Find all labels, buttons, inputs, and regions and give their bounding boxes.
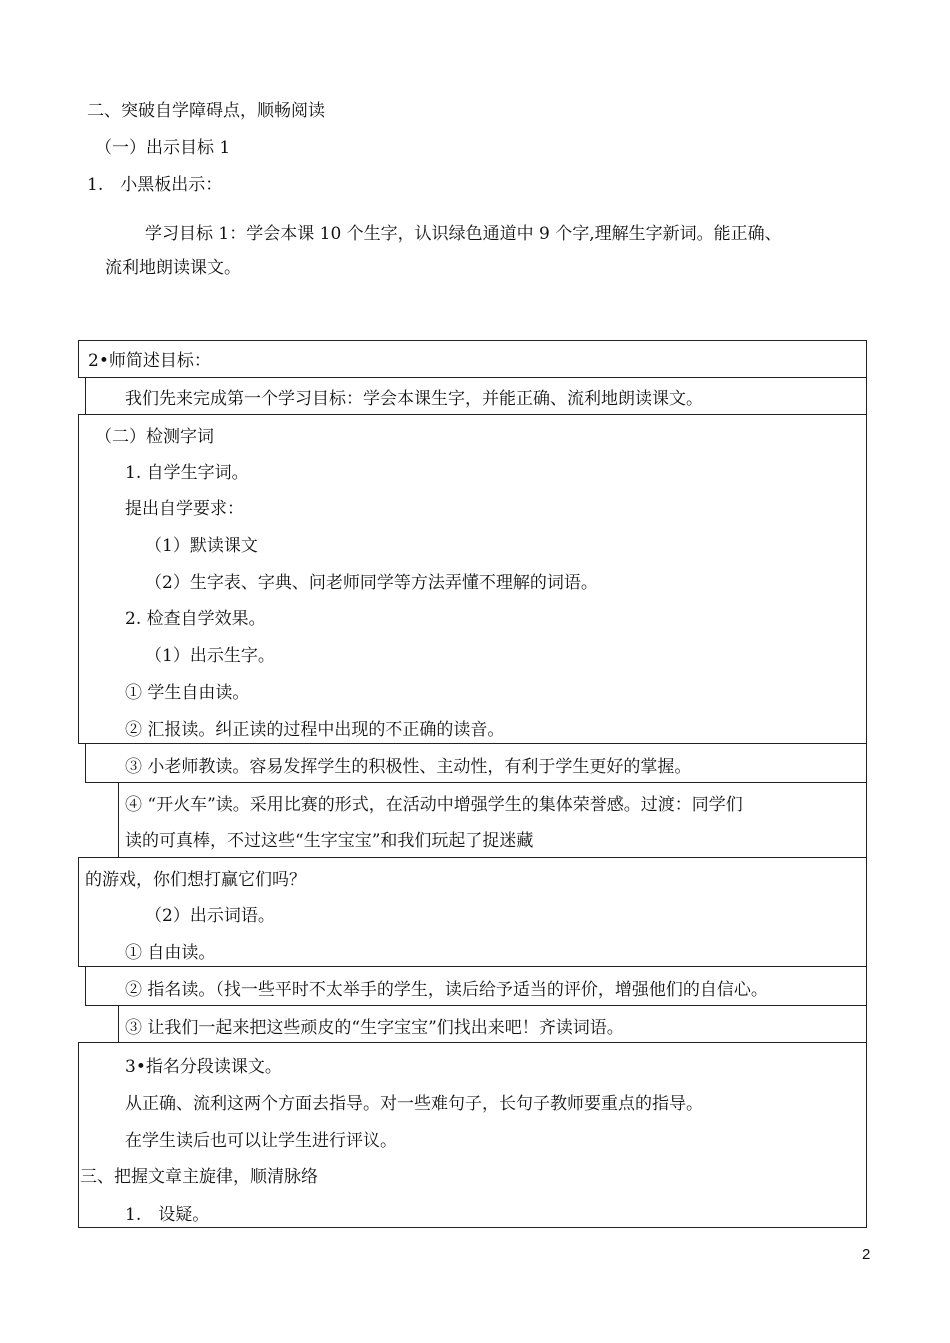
char-step-4-line-1: ④ “开火车”读。采用比赛的形式，在活动中增强学生的集体荣誉感。过渡：同学们: [125, 795, 743, 815]
requirement-1: （1）默读课文: [145, 536, 258, 556]
teacher-goal-text: 我们先来完成第一个学习目标：学会本课生字，并能正确、流利地朗读课文。: [125, 389, 703, 409]
goal-line-1: 学习目标 1：学会本课 10 个生字，认识绿色通道中 9 个字,理解生字新词。能正确、: [145, 224, 782, 244]
section-heading-3: 三、把握文章主旋律，顺清脉络: [80, 1167, 318, 1187]
show-characters: （1）出示生字。: [145, 646, 275, 666]
step-1: 1. 自学生字词。: [125, 463, 249, 483]
requirement-title: 提出自学要求：: [125, 499, 244, 519]
char-step-4-line-2: 读的可真棒，不过这些“生字宝宝”和我们玩起了捉迷藏: [125, 831, 534, 851]
section-heading-2: 二、突破自学障碍点，顺畅阅读: [87, 101, 325, 121]
step-3: 3•指名分段读课文。: [125, 1057, 282, 1077]
subsection-1: （一）出示目标 1: [95, 138, 231, 158]
subsection-2: （二）检测字词: [95, 427, 214, 447]
goal-line-2: 流利地朗读课文。: [105, 258, 241, 278]
step-3-guidance: 从正确、流利这两个方面去指导。对一些难句子，长句子教师要重点的指导。: [125, 1094, 703, 1114]
char-step-2: ② 汇报读。纠正读的过程中出现的不正确的读音。: [125, 720, 505, 740]
page-number: 2: [862, 1246, 871, 1263]
char-step-3: ③ 小老师教读。容易发挥学生的积极性、主动性，有利于学生更好的掌握。: [125, 757, 692, 777]
word-step-3: ③ 让我们一起来把这些顽皮的“生字宝宝”们找出来吧！齐读词语。: [125, 1018, 624, 1038]
show-words: （2）出示词语。: [145, 906, 275, 926]
char-step-1: ① 学生自由读。: [125, 683, 250, 703]
question-1: 1. 设疑。: [125, 1205, 210, 1225]
word-step-2: ② 指名读。（找一些平时不太举手的学生，读后给予适当的评价，增强他们的自信心。: [125, 980, 768, 1000]
requirement-2: （2）生字表、字典、问老师同学等方法弄懂不理解的词语。: [145, 573, 598, 593]
teacher-goal-label: 2•师简述目标：: [88, 351, 211, 371]
step-3-review: 在学生读后也可以让学生进行评议。: [125, 1131, 397, 1151]
step-2: 2. 检查自学效果。: [125, 609, 266, 629]
item-1: 1. 小黑板出示：: [87, 175, 223, 195]
word-step-1: ① 自由读。: [125, 943, 216, 963]
game-line: 的游戏，你们想打赢它们吗？: [85, 870, 306, 890]
